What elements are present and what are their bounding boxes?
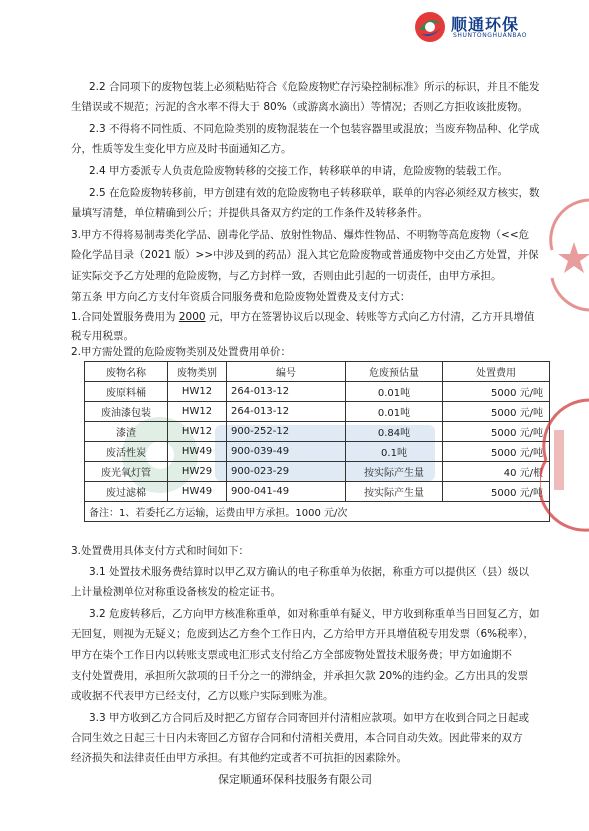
table-row [85,382,550,402]
clause-fee-table-intro: 2.甲方需处置的危险废物类别及处置费用单价： [71,346,292,358]
table-row [85,462,550,482]
clause-payment-heading: 3.处置费用具体支付方式和时间如下： [71,545,250,557]
company-signature: 保定顺通环保科技服务有限公司 [218,773,372,786]
table-cell: 264-013-12 [227,382,346,402]
clause-3-2-line4: 支付处置费用，承担所欠款项的日千分之一的滞纳金，并承担欠款 20%的违约金。乙方出具的发票 [71,670,529,682]
table-cell: 5000 元/吨 [443,382,550,402]
logo-name: 顺通环保 [451,15,520,34]
clause-2-3-line1: 2.3 不得将不同性质、不同危险类别的废物混装在一个包装容器里或混放；当废弃物品种、化学成 [89,123,540,135]
clause-3-line3: 证实际交予乙方处理的危险废物，与乙方封样一致，否则由此引起的一切责任，由甲方承担。 [71,270,502,282]
clause-3-3-line3: 经济损失和法律责任由甲方承担。有其他约定或者不可抗拒的因素除外。 [71,752,407,764]
table-cell: 废原料桶 [85,382,168,402]
clause-fee-line1 [71,307,534,327]
clause-2-5-line1: 2.5 在危险废物转移前，甲方创建有效的危险废物电子转移联单，联单的内容必须经双方核实，数 [89,187,540,199]
logo-subtitle: SHUNTONGHUANBAO [453,32,528,39]
table-row [85,442,550,462]
table-cell: 0.01吨 [346,402,443,422]
table-note: 备注：1、若委托乙方运输，运费由甲方承担。1000 元/次 [85,502,550,522]
clause-3-3-line2: 合同生效之日起三十日内未寄回乙方留存合同和付清相关费用，本合同自动失效。因此带来的双方 [71,732,523,744]
clause-2-2-line1: 2.2 合同项下的废物包装上必须粘贴符合《危险废物贮存污染控制标准》所示的标识，并且不能发 [89,81,540,93]
table-cell: 废光氧灯管 [85,462,168,482]
table-cell: 废活性炭 [85,442,168,462]
clause-2-3-line2: 分，性质等发生变化甲方应及时书面通知乙方。 [71,143,292,155]
fee-table [84,361,550,522]
table-header: 处置费用 [443,362,550,382]
clause-2-5-line2: 量填写清楚，单位精确到公斤；并提供具备双方约定的工作条件及转移条件。 [71,207,428,219]
table-cell: 5000 元/吨 [443,402,550,422]
clause-3-1-line2: 上计量检测单位对称重设备核发的检定证书。 [71,586,281,598]
table-cell: 0.01吨 [346,382,443,402]
table-cell: 5000 元/吨 [443,442,550,462]
table-cell: 5000 元/吨 [443,482,550,502]
fee-prefix: 1.合同处置服务费用为 [71,311,179,323]
fee-suffix: 元，甲方在签署协议后以现金、转账等方式向乙方付清，乙方开具增值 [205,311,535,323]
table-cell: 264-013-12 [227,402,346,422]
table-header: 危废预估量 [346,362,443,382]
table-cell: 废油漆包装 [85,402,168,422]
logo-mark-icon [413,10,447,44]
table-cell: 按实际产生量 [346,462,443,482]
table-cell: 0.84吨 [346,422,443,442]
table-cell: 按实际产生量 [346,482,443,502]
clause-fee-line2: 税专用税票。 [71,330,134,342]
fee-amount: 2000 [178,311,206,323]
table-cell: 漆渣 [85,422,168,442]
article-5-heading: 第五条 甲方向乙方支付年资质合同服务费和危险废物处置费及支付方式： [71,291,411,303]
table-header: 废物类别 [168,362,227,382]
table-row [85,482,550,502]
clause-3-line1: 3.甲方不得将易制毒类化学品、剧毒化学品、放射性物品、爆炸性物品、不明物等高危废物（<<危 [71,229,530,241]
table-cell: 900-252-12 [227,422,346,442]
table-cell: HW12 [168,402,227,422]
company-logo [413,10,541,44]
table-cell: HW29 [168,462,227,482]
table-cell: 废过滤棉 [85,482,168,502]
clause-3-2-line1: 3.2 危废转移后，乙方向甲方核准称重单，如对称重单有疑义，甲方收到称重单当日回复乙方，如 [89,608,540,620]
clause-3-3-line1: 3.3 甲方收到乙方合同后及时把乙方留存合同寄回并付清相应款项。如甲方在收到合同之日起或 [89,712,530,724]
table-header: 编号 [227,362,346,382]
clause-3-2-line2: 无回复，则视为无疑义；危废到达乙方叁个工作日内，乙方给甲方开具增值税专用发票（6%税率）， [71,628,534,640]
table-cell: HW49 [168,482,227,502]
clause-3-line2: 险化学品目录（2021 版）>>中涉及到的药品）混入其它危险废物或普通废物中交由乙方处置，并保 [71,249,539,261]
table-cell: HW12 [168,382,227,402]
table-row [85,402,550,422]
table-header-row [85,362,550,382]
table-cell: 40 元/根 [443,462,550,482]
clause-3-1-line1: 3.1 处置技术服务费结算时以甲乙双方确认的电子称重单为依据，称重方可以提供区（县）级以 [89,566,530,578]
table-cell: 5000 元/吨 [443,422,550,442]
clause-3-2-line3: 甲方在柒个工作日内以转账支票或电汇形式支付给乙方全部废物处置技术服务费；甲方如逾期不 [71,649,512,661]
table-cell: 900-041-49 [227,482,346,502]
clause-2-4: 2.4 甲方委派专人负责危险废物转移的交接工作，转移联单的申请，危险废物的装载工作。 [89,165,509,177]
table-row [85,422,550,442]
table-cell: 900-023-29 [227,462,346,482]
table-cell: HW49 [168,442,227,462]
table-cell: HW12 [168,422,227,442]
clause-3-2-line5: 或收据不代表甲方已经支付，乙方以账户实际到账为准。 [71,690,334,702]
table-cell: 900-039-49 [227,442,346,462]
table-note-row [85,502,550,522]
table-cell: 0.1吨 [346,442,443,462]
table-header: 废物名称 [85,362,168,382]
clause-2-2-line2: 生错误或不规范；污泥的含水率不得大于 80%（或游离水滴出）等情况；否则乙方拒收该批废物。 [71,101,529,113]
